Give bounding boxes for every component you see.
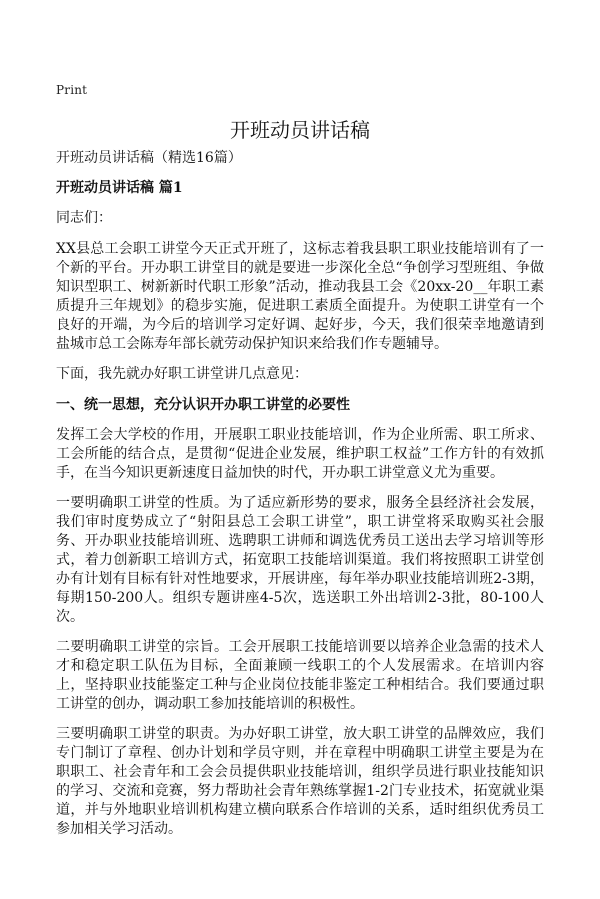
document-subtitle: 开班动员讲话稿（精选16篇）	[56, 150, 242, 166]
print-label: Print	[56, 83, 88, 97]
document-title: 开班动员讲话稿	[230, 118, 370, 142]
section-heading: 开班动员讲话稿 篇1	[56, 180, 183, 196]
paragraph-body: 二要明确职工讲堂的宗旨。工会开展职工技能培训要以培养企业急需的技术人才和稳定职工队伍为目标，全面兼顾一线职工的个人发展需求。在培训内容上，坚持职业技能鉴定工种与企业岗位技能非鉴定工种相结合。我们要通过职工讲堂的创办，调动职工参加技能培训的积极性。	[56, 639, 544, 712]
paragraph-lead-in: 下面，我先就办好职工讲堂讲几点意见：	[56, 366, 308, 382]
paragraph-body: 发挥工会大学校的作用，开展职工职业技能培训，作为企业所需、职工所求、工会所能的结合点，是贯彻“促进企业发展，维护职工权益”工作方针的有效抓手，在当今知识更新速度日益加快的时代，开办职工讲堂意义尤为重要。	[56, 427, 544, 481]
paragraph-body: 三要明确职工讲堂的职责。为办好职工讲堂，放大职工讲堂的品牌效应，我们专门制订了章程、创办计划和学员守则，并在章程中明确职工讲堂主要是为在职职工、社会青年和工会会员提供职业技能培训，组织学员进行职业技能知识的学习、交流和竞赛，努力帮助社会青年熟练掌握1-2门专业技术，拓宽就业渠道，并与外地职业培训机构建立横向联系合作培训的关系，适时组织优秀员工参加相关学习活动。	[56, 726, 544, 837]
document-body	[56, 148, 544, 850]
point-heading: 一、统一思想，充分认识开办职工讲堂的必要性	[56, 397, 350, 413]
paragraph-body: 一要明确职工讲堂的性质。为了适应新形势的要求，服务全县经济社会发展，我们审时度势成立了“射阳县总工会职工讲堂”，职工讲堂将采取购买社会服务、开办职业技能培训班、选聘职工讲师和调选优秀员工送出去学习培训等形式，着力创新职工培训方式，拓宽职工技能培训渠道。我们将按照职工讲堂创办有计划有目标有针对性地要求，开展讲座，每年举办职业技能培训班2-3期，每期150-200人。组织专题讲座4-5次，选送职工外出培训2-3批，80-100人次。	[56, 495, 544, 625]
paragraph-intro: XX县总工会职工讲堂今天正式开班了，这标志着我县职工职业技能培训有了一个新的平台。开办职工讲堂目的就是要进一步深化全总“争创学习型班组、争做知识型职工、树新新时代职工形象”活动，推动我县工会《20xx-20__年职工素质提升三年规划》的稳步实施，促进职工素质全面提升。为使职工讲堂有一个良好的开端，为今后的培训学习定好调、起好步，今天，我们很荣幸地邀请到盐城市总工会陈寿年部长就劳动保护知识来给我们作专题辅导。	[56, 241, 544, 352]
greeting: 同志们：	[56, 210, 112, 226]
